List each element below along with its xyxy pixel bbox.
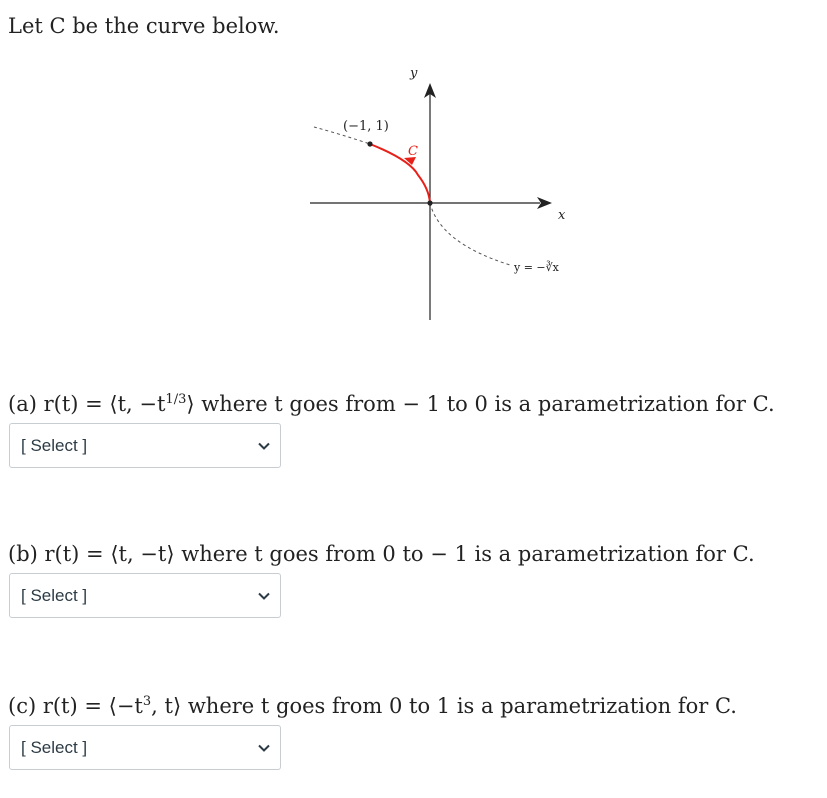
question-b-prefix: (b): [8, 542, 45, 566]
point-label: (−1, 1): [343, 119, 389, 134]
question-a-text: where t goes from − 1 to 0 is a parametrization for C.: [194, 392, 775, 416]
question-a-prefix: (a): [8, 392, 44, 416]
question-b-formula: r(t) = ⟨t, −t⟩: [44, 542, 175, 566]
question-a-select-value: [ Select ]: [21, 435, 88, 455]
question-a-select[interactable]: [9, 423, 281, 468]
x-axis-label: x: [558, 208, 566, 223]
question-b-select[interactable]: [9, 573, 281, 618]
question-c-prefix: (c): [8, 694, 43, 718]
question-c-formula-end: , t⟩: [151, 694, 182, 718]
question-b-text: where t goes from 0 to − 1 is a parametrization for C.: [174, 542, 755, 566]
dashed-extension-right: [430, 203, 510, 265]
question-c-select[interactable]: [9, 725, 281, 770]
chevron-down-icon: [257, 589, 271, 603]
question-c: [8, 694, 737, 718]
question-c-exponent: 3: [142, 694, 152, 709]
curve-c: [370, 144, 430, 203]
intro-text: Let C be the curve below.: [8, 14, 280, 38]
chevron-down-icon: [257, 741, 271, 755]
y-axis-label: y: [410, 66, 418, 81]
question-a: [8, 392, 775, 416]
question-a-formula: r(t) = ⟨t, −t: [43, 392, 166, 416]
chevron-down-icon: [257, 439, 271, 453]
question-a-formula-end: ⟩: [186, 392, 195, 416]
point-start: [367, 141, 372, 146]
question-c-text: where t goes from 0 to 1 is a parametrization for C.: [181, 694, 737, 718]
question-c-select-value: [ Select ]: [21, 737, 88, 757]
equation-label: y = −∛x: [514, 261, 559, 274]
curve-label: C: [408, 144, 418, 159]
question-b: [8, 542, 755, 566]
point-origin: [427, 200, 432, 205]
curve-graph: [300, 55, 600, 330]
question-c-formula: r(t) = ⟨−t: [42, 694, 143, 718]
question-b-select-value: [ Select ]: [21, 585, 88, 605]
question-a-exponent: 1/3: [165, 392, 187, 407]
